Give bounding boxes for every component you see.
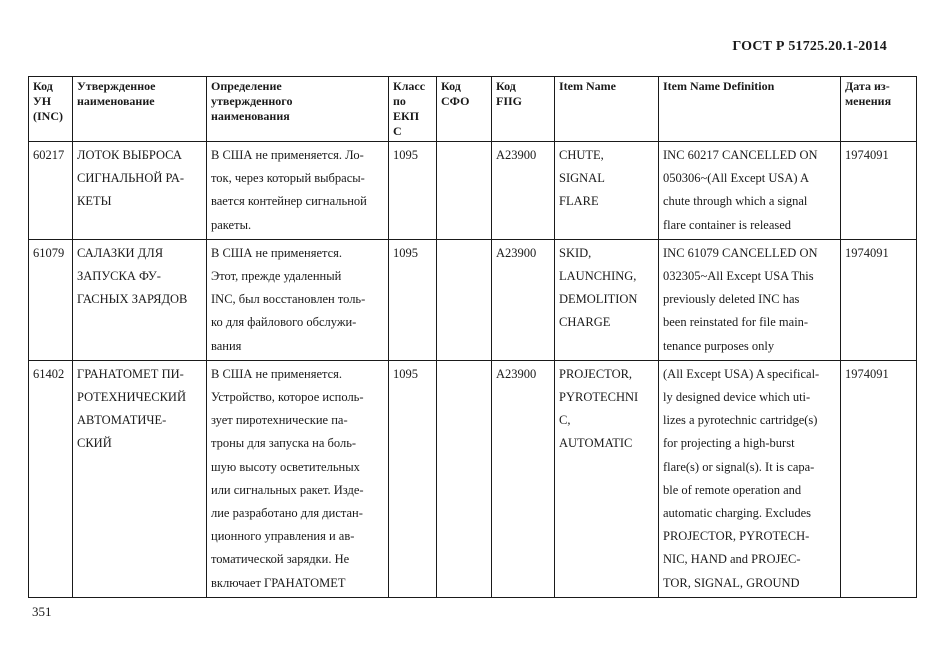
table-row: [29, 142, 917, 240]
document-standard-id: ГОСТ Р 51725.20.1-2014: [732, 39, 887, 54]
cell-class: 1095: [389, 142, 437, 240]
cell-approved-name: ГРАНАТОМЕТ ПИ- РОТЕХНИЧЕСКИЙ АВТОМАТИЧЕ- СКИЙ: [73, 360, 207, 597]
cell-sfo: [437, 239, 492, 360]
column-header-approved-name: Утвержденное наименование: [73, 77, 207, 142]
cell-inc: 61079: [29, 239, 73, 360]
cell-item-name: CHUTE, SIGNAL FLARE: [555, 142, 659, 240]
cell-approved-name: САЛАЗКИ ДЛЯ ЗАПУСКА ФУ- ГАСНЫХ ЗАРЯДОВ: [73, 239, 207, 360]
cell-class: 1095: [389, 360, 437, 597]
cell-sfo: [437, 142, 492, 240]
cell-fiig: A23900: [492, 239, 555, 360]
cell-item-definition: (All Except USA) A specifical- ly designed device which uti- lizes a pyrotechnic cartridge(s) for projecting a high-burst flare(s) or signal(s). It is capa- ble of remote operation and automatic charging. Excludes PROJECTOR, PYROTECH- NIC, HAND and PROJEC- TOR, SIGNAL, GROUND: [659, 360, 841, 597]
cell-fiig: A23900: [492, 360, 555, 597]
table-row: [29, 239, 917, 360]
cell-item-name: PROJECTOR, PYROTECHNI C, AUTOMATIC: [555, 360, 659, 597]
cell-change-date: 1974091: [841, 239, 917, 360]
cell-inc: 60217: [29, 142, 73, 240]
column-header-inc: Код УН (INC): [29, 77, 73, 142]
column-header-item-name: Item Name: [555, 77, 659, 142]
cell-item-name: SKID, LAUNCHING, DEMOLITION CHARGE: [555, 239, 659, 360]
cell-item-definition: INC 60217 CANCELLED ON 050306~(All Except USA) A chute through which a signal flare container is released: [659, 142, 841, 240]
cell-inc: 61402: [29, 360, 73, 597]
cell-definition: В США не применяется. Устройство, которое исполь- зует пиротехнические па- троны для запуска на боль- шую высоту осветительных или сигнальных ракет. Изде- лие разработано для дистан- ционного управления и ав- томатической зарядки. Не включает ГРАНАТОМЕТ: [207, 360, 389, 597]
cell-item-definition: INC 61079 CANCELLED ON 032305~All Except USA This previously deleted INC has been reinstated for file main- tenance purposes only: [659, 239, 841, 360]
cell-definition: В США не применяется. Этот, прежде удаленный INC, был восстановлен толь- ко для файлового обслужи- вания: [207, 239, 389, 360]
column-header-class: Класс по ЕКП С: [389, 77, 437, 142]
classification-table: [28, 76, 917, 598]
cell-change-date: 1974091: [841, 360, 917, 597]
page-number: 351: [32, 604, 52, 619]
cell-class: 1095: [389, 239, 437, 360]
column-header-change-date: Дата из- менения: [841, 77, 917, 142]
cell-sfo: [437, 360, 492, 597]
column-header-fiig: Код FIIG: [492, 77, 555, 142]
table-header-row: [29, 77, 917, 142]
column-header-item-definition: Item Name Definition: [659, 77, 841, 142]
column-header-sfo: Код СФО: [437, 77, 492, 142]
cell-approved-name: ЛОТОК ВЫБРОСА СИГНАЛЬНОЙ РА- КЕТЫ: [73, 142, 207, 240]
column-header-definition: Определение утвержденного наименования: [207, 77, 389, 142]
cell-fiig: A23900: [492, 142, 555, 240]
table-row: [29, 360, 917, 597]
cell-definition: В США не применяется. Ло- ток, через который выбрасы- вается контейнер сигнальной ракеты.: [207, 142, 389, 240]
cell-change-date: 1974091: [841, 142, 917, 240]
